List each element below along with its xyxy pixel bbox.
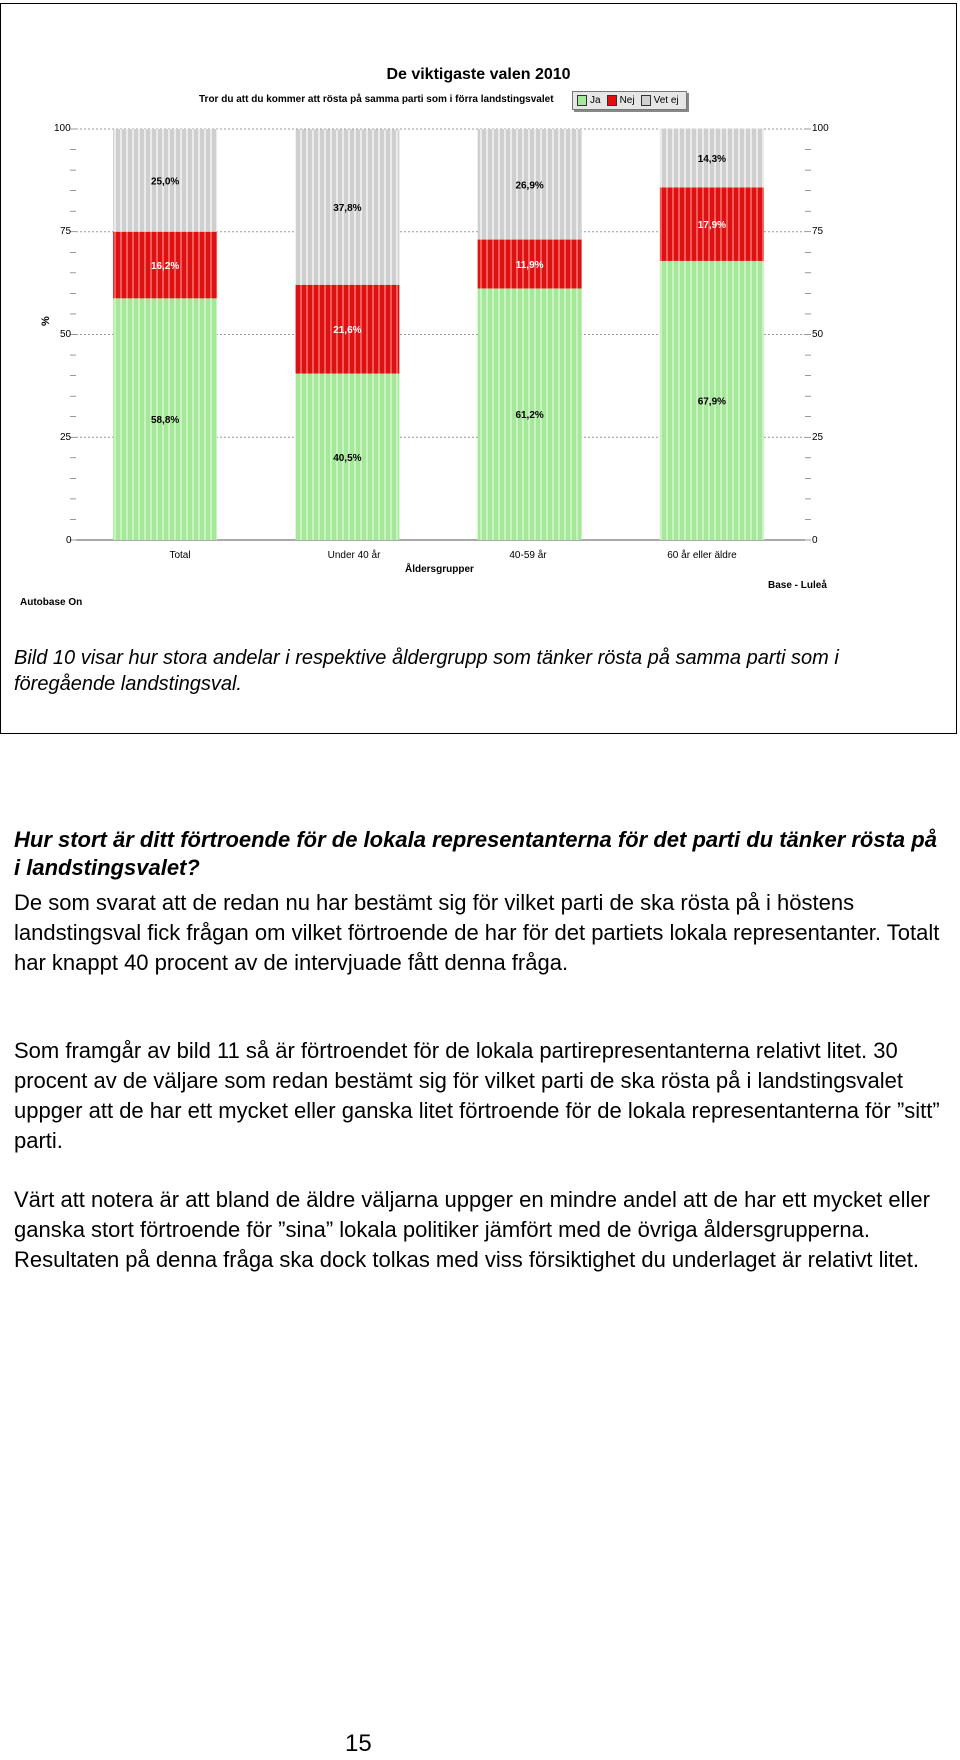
y-tick-right-25: 25	[812, 432, 824, 443]
stacked-bar-chart	[0, 0, 960, 740]
y-tick-left-75: 75	[60, 226, 72, 237]
paragraph: De som svarat att de redan nu har bestämt sig för vilket parti de ska rösta på i höstens landstingsval fick frågan om vilket förtroende de har för det partiets lokala representanter. Totalt har knappt 40 procent av de intervjuade fått denna fråga.	[14, 890, 940, 975]
y-tick-left-50: 50	[60, 329, 72, 340]
legend-swatch-nej	[607, 95, 617, 106]
paragraph: Värt att notera är att bland de äldre väljarna uppger en mindre andel att de har ett mycket eller ganska stort förtroende för ”sina” lokala politiker jämfört med de övriga åldersgrupperna. Resultaten på denna fråga ska dock tolkas med viss försiktighet du underlaget är relativt litet.	[14, 1187, 930, 1272]
paragraph: Som framgår av bild 11 så är förtroendet för de lokala partirepresentanterna relativt litet. 30 procent av de väljare som redan bestämt sig för vilket parti de ska rösta på i landstingsvalet uppger att de har ett mycket eller ganska litet förtroende för de lokala representanterna för ”sitt” parti.	[14, 1038, 940, 1153]
y-axis-title: %	[40, 316, 52, 326]
y-tick-right-50: 50	[812, 329, 824, 340]
chart-legend	[572, 91, 687, 110]
y-tick-left-0: 0	[66, 535, 72, 546]
data-label: 37,8%	[333, 203, 362, 215]
chart-title: De viktigaste valen 2010	[386, 66, 571, 83]
figure-caption: Bild 10 visar hur stora andelar i respektive åldergrupp som tänker rösta på samma parti som i föregående landstingsval.	[14, 647, 839, 695]
data-label: 67,9%	[697, 396, 727, 408]
data-label: 25,0%	[150, 176, 180, 188]
legend-swatch-vetej	[641, 95, 651, 106]
legend-swatch-ja	[577, 95, 587, 106]
x-tick-label: 40-59 år	[509, 550, 547, 561]
data-label: 26,9%	[515, 180, 544, 192]
y-tick-left-100: 100	[54, 123, 71, 134]
legend-label-nej: Nej	[619, 95, 635, 106]
data-label: 17,9%	[697, 220, 727, 232]
autobase-note: Autobase On	[20, 597, 83, 608]
page-number: 15	[345, 1730, 372, 1757]
x-tick-label: 60 år eller äldre	[667, 550, 737, 561]
legend-label-vetej: Vet ej	[653, 95, 679, 106]
section-heading: Hur stort är ditt förtroende för de lokala representanterna för det parti du tänker rösta på i landstingsvalet?	[14, 827, 937, 880]
y-tick-left-25: 25	[60, 432, 72, 443]
base-note: Base - Luleå	[768, 580, 827, 591]
data-label: 58,8%	[150, 415, 180, 427]
data-label: 40,5%	[333, 452, 362, 464]
y-tick-right-75: 75	[812, 226, 824, 237]
x-axis-title: Åldersgrupper	[405, 564, 474, 575]
y-tick-right-100: 100	[812, 123, 829, 134]
data-label: 61,2%	[515, 410, 544, 422]
data-label: 11,9%	[515, 260, 544, 272]
data-label: 21,6%	[333, 325, 362, 337]
x-tick-label: Total	[169, 550, 191, 561]
y-tick-right-0: 0	[812, 535, 818, 546]
data-label: 16,2%	[150, 261, 180, 273]
data-label: 14,3%	[697, 153, 727, 165]
legend-label-ja: Ja	[590, 95, 601, 106]
x-tick-label: Under 40 år	[327, 550, 381, 561]
chart-subtitle: Tror du att du kommer att rösta på samma parti som i förra landstingsvalet	[199, 94, 554, 105]
